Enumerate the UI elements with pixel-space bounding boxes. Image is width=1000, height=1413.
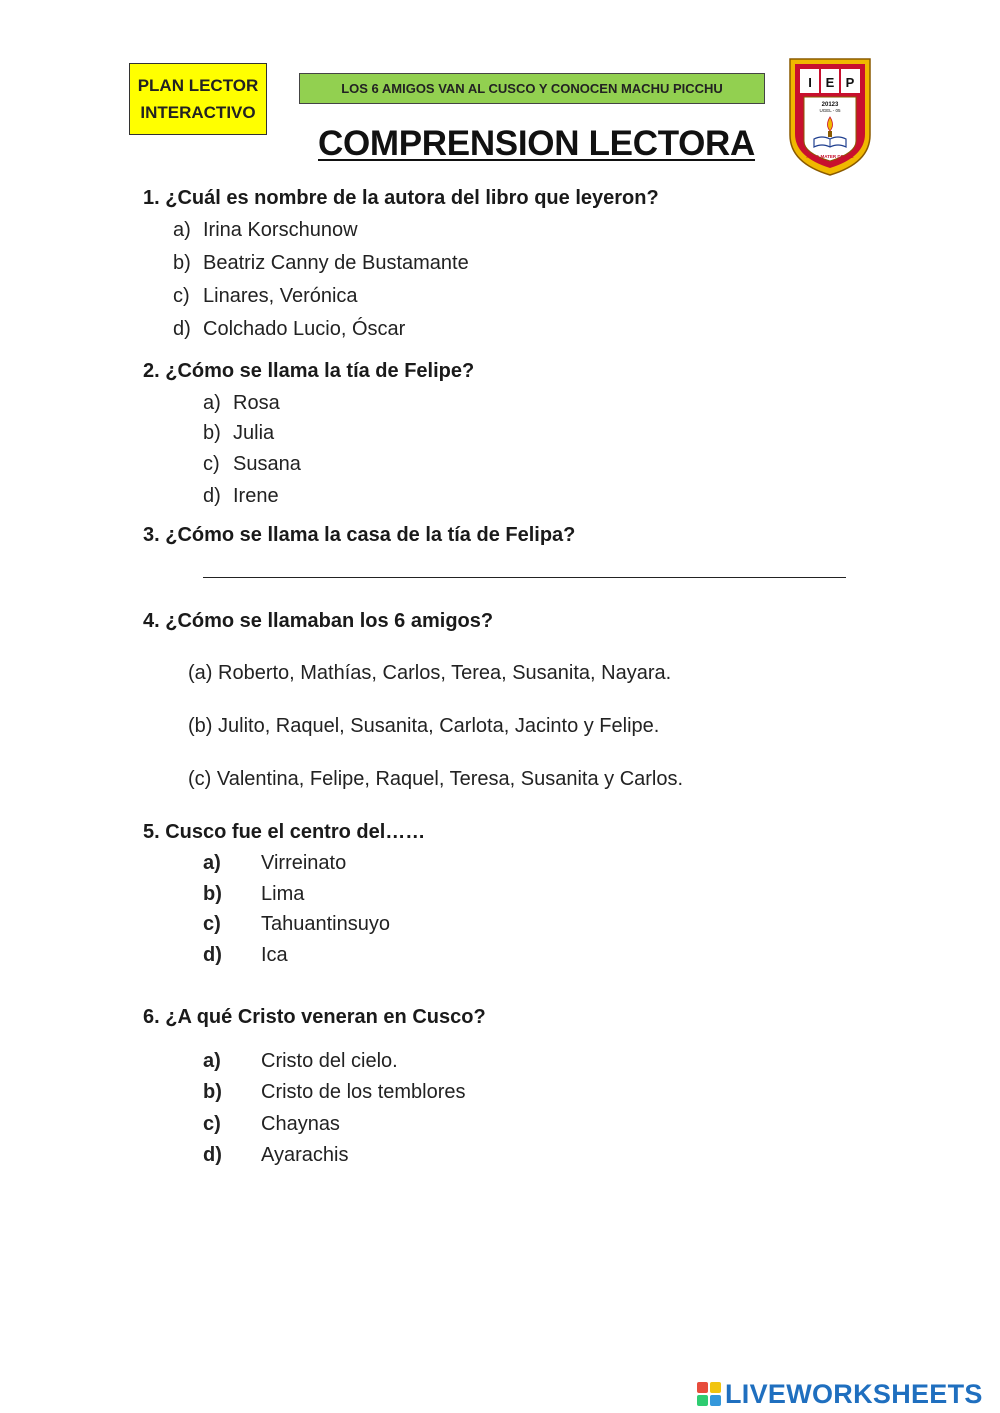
option-letter: b) xyxy=(173,252,191,274)
option-text: Ayarachis xyxy=(261,1144,349,1166)
option-letter: a) xyxy=(203,852,221,874)
crest-letter-e: E xyxy=(825,75,835,90)
option-text: Cristo del cielo. xyxy=(261,1050,398,1072)
school-crest-icon xyxy=(786,55,874,177)
option-letter: b) xyxy=(203,1081,222,1103)
option-text: Julia xyxy=(233,422,275,444)
q2-option-a[interactable] xyxy=(203,392,280,415)
option-text: Irene xyxy=(233,485,279,507)
q6-option-a[interactable] xyxy=(203,1050,398,1073)
question-3: 3. ¿Cómo se llama la casa de la tía de Felipa? xyxy=(143,524,576,546)
q4-option-b[interactable]: (b) Julito, Raquel, Susanita, Carlota, Jacinto y Felipe. xyxy=(188,715,660,737)
option-letter: a) xyxy=(173,219,191,241)
q5-option-b[interactable] xyxy=(203,883,304,906)
question-5: 5. Cusco fue el centro del…… xyxy=(143,821,426,843)
option-text: Tahuantinsuyo xyxy=(261,913,390,935)
q2-option-d[interactable] xyxy=(203,485,279,508)
q6-option-c[interactable] xyxy=(203,1113,340,1136)
q5-option-c[interactable] xyxy=(203,913,390,936)
option-letter: b) xyxy=(203,422,221,444)
option-letter: b) xyxy=(203,883,222,905)
q5-option-a[interactable] xyxy=(203,852,346,875)
option-text: Cristo de los temblores xyxy=(261,1081,466,1103)
q1-option-a[interactable] xyxy=(173,219,358,242)
plan-lector-line1: PLAN LECTOR xyxy=(137,76,259,95)
crest-letter-p: P xyxy=(845,75,855,90)
q6-option-d[interactable] xyxy=(203,1144,348,1167)
option-text: Ica xyxy=(261,944,288,966)
option-letter: d) xyxy=(203,944,222,966)
option-text: Virreinato xyxy=(261,852,347,874)
crest-motto: ALMA MATER DE LUZ xyxy=(806,154,854,159)
option-letter: c) xyxy=(173,285,190,307)
liveworksheets-brand: LIVEWORKSHEETS xyxy=(725,1378,983,1409)
q1-option-b[interactable] xyxy=(173,252,469,275)
option-text: Rosa xyxy=(233,392,280,414)
page-title: COMPRENSION LECTORA xyxy=(318,124,756,163)
liveworksheets-icon xyxy=(697,1382,721,1406)
question-4: 4. ¿Cómo se llamaban los 6 amigos? xyxy=(143,610,494,632)
story-title-banner: LOS 6 AMIGOS VAN AL CUSCO Y CONOCEN MACHU PICCHU xyxy=(299,73,765,104)
answer-line-q3[interactable] xyxy=(203,577,846,578)
q5-option-d[interactable] xyxy=(203,944,288,967)
liveworksheets-logo[interactable] xyxy=(697,1377,983,1411)
q1-option-c[interactable] xyxy=(173,285,358,308)
question-2: 2. ¿Cómo se llama la tía de Felipe? xyxy=(143,360,475,382)
option-text: Colchado Lucio, Óscar xyxy=(203,318,406,340)
option-letter: c) xyxy=(203,453,220,475)
q6-option-b[interactable] xyxy=(203,1081,466,1104)
option-letter: d) xyxy=(173,318,191,340)
question-6: 6. ¿A qué Cristo veneran en Cusco? xyxy=(143,1006,486,1028)
option-text: Linares, Verónica xyxy=(203,285,358,307)
option-letter: a) xyxy=(203,1050,221,1072)
q4-option-a[interactable]: (a) Roberto, Mathías, Carlos, Terea, Susanita, Nayara. xyxy=(188,662,672,684)
crest-number: 20123 xyxy=(821,102,839,108)
crest-ugel: UGEL - 05 xyxy=(819,108,841,113)
q1-option-d[interactable] xyxy=(173,318,405,341)
option-letter: c) xyxy=(203,1113,221,1135)
option-letter: a) xyxy=(203,392,221,414)
q2-option-b[interactable] xyxy=(203,422,274,445)
plan-lector-box xyxy=(129,63,267,135)
q4-option-c[interactable]: (c) Valentina, Felipe, Raquel, Teresa, Susanita y Carlos. xyxy=(188,768,684,790)
plan-lector-line2: INTERACTIVO xyxy=(140,103,256,122)
school-crest xyxy=(786,55,874,177)
option-text: Lima xyxy=(261,883,305,905)
option-text: Chaynas xyxy=(261,1113,340,1135)
option-text: Irina Korschunow xyxy=(203,219,358,241)
option-letter: c) xyxy=(203,913,221,935)
question-1: 1. ¿Cuál es nombre de la autora del libro que leyeron? xyxy=(143,187,659,209)
option-text: Beatriz Canny de Bustamante xyxy=(203,252,469,274)
option-letter: d) xyxy=(203,1144,222,1166)
q2-option-c[interactable] xyxy=(203,453,301,476)
option-letter: d) xyxy=(203,485,221,507)
crest-letter-i: I xyxy=(808,75,812,90)
option-text: Susana xyxy=(233,453,301,475)
